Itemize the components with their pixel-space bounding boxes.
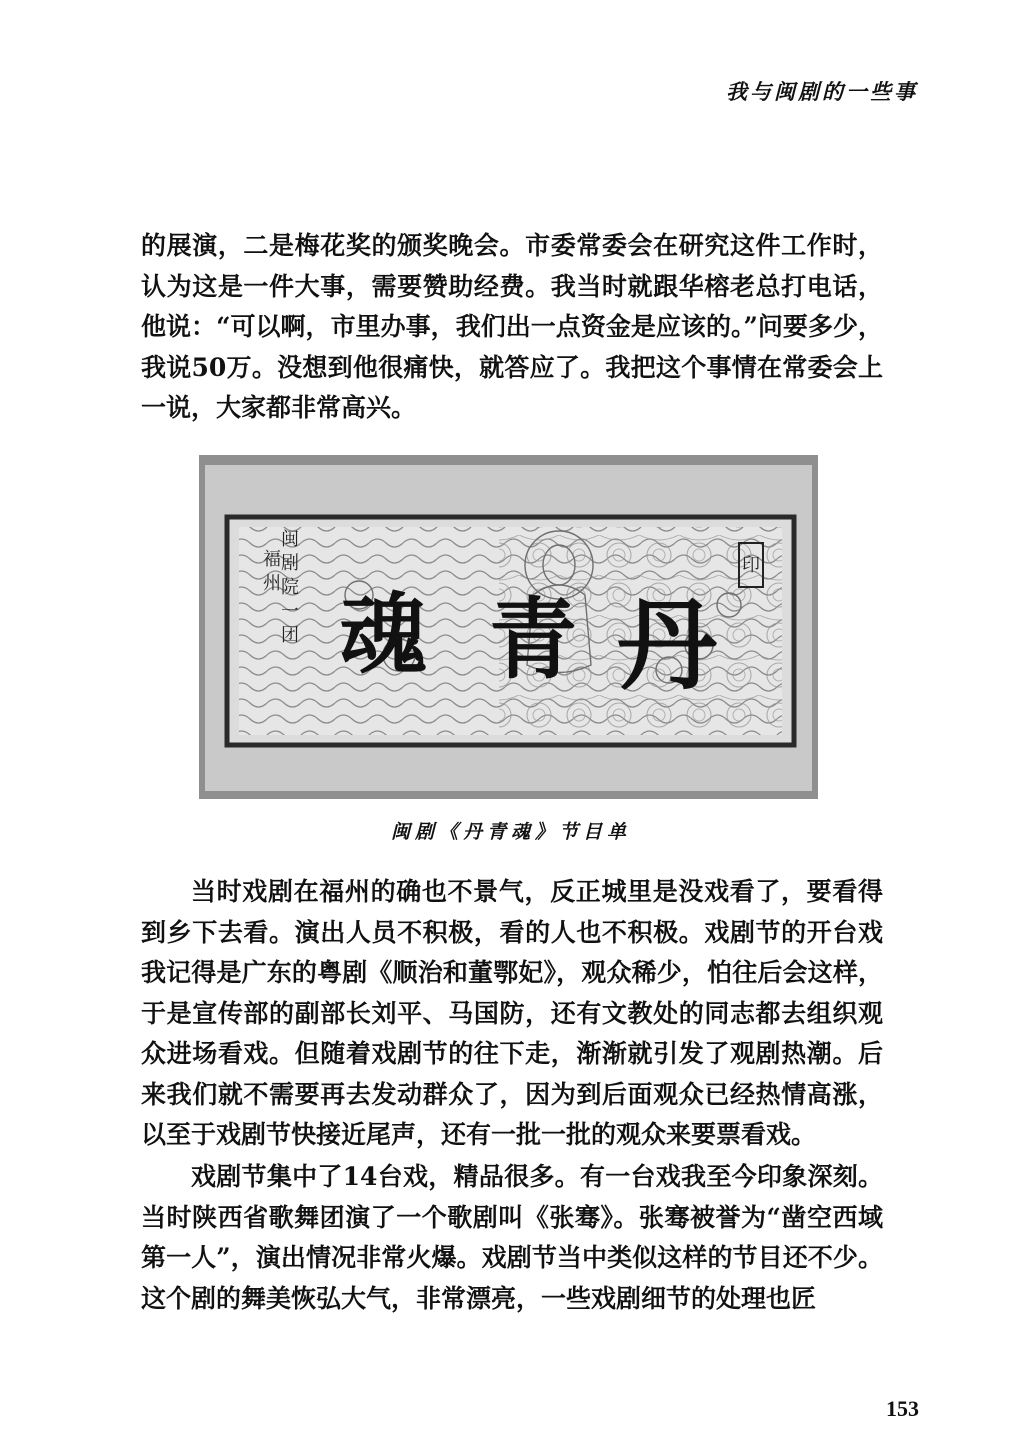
inscription-char: 院 [281, 577, 299, 598]
inscription-char: 州 [263, 573, 281, 594]
inscription-char: 福 [263, 549, 281, 570]
inscription-char: 一 [281, 601, 299, 622]
body-paragraph: 戏剧节集中了14台戏，精品很多。有一台戏我至今印象深刻。当时陕西省歌舞团演了一个歌剧叫《张骞》。张骞被誉为“凿空西域第一人”，演出情况非常火爆。戏剧节当中类似这样的节目还不少。这个剧的舞美恢弘大气，非常漂亮，一些戏剧细节的处理也匠 [141, 1162, 883, 1313]
calligraphy-char: 青 [489, 587, 578, 691]
calligraphy-char: 魂 [339, 582, 428, 686]
inscription-char: 团 [281, 625, 299, 646]
page-number: 153 [886, 1396, 919, 1421]
body-paragraph: 当时戏剧在福州的确也不景气，反正城里是没戏看了，要看得到乡下去看。演出人员不积极，看的人也不积极。戏剧节的开台戏我记得是广东的粤剧《顺治和董鄂妃》，观众稀少，怕往后会这样，于是宣传部的副部长刘平、马国防，还有文教处的同志都去组织观众进场看戏。但随着戏剧节的往下走，渐渐就引发了观剧热潮。后来我们就不需要再去发动群众了，因为到后面观众已经热情高涨，以至于戏剧节快接近尾声，还有一批一批的观众来要票看戏。 [141, 877, 883, 1149]
body-paragraph: 的展演，二是梅花奖的颁奖晚会。市委常委会在研究这件工作时，认为这是一件大事，需要赞助经费。我当时就跟华榕老总打电话，他说：“可以啊，市里办事，我们出一点资金是应该的。”问要多少，我说50万。没想到他很痛快，就答应了。我把这个事情在常委会上一说，大家都非常高兴。 [141, 231, 883, 422]
running-head: 我与闽剧的一些事 [726, 79, 918, 104]
inscription-char: 闽 [281, 529, 299, 550]
seal-mark: 印 [742, 555, 760, 576]
calligraphy-char: 丹 [617, 586, 717, 704]
program-cover-photo [199, 455, 818, 799]
figure-caption: 闽剧《丹青魂》节目单 [390, 821, 631, 843]
inscription-char: 剧 [281, 553, 299, 574]
